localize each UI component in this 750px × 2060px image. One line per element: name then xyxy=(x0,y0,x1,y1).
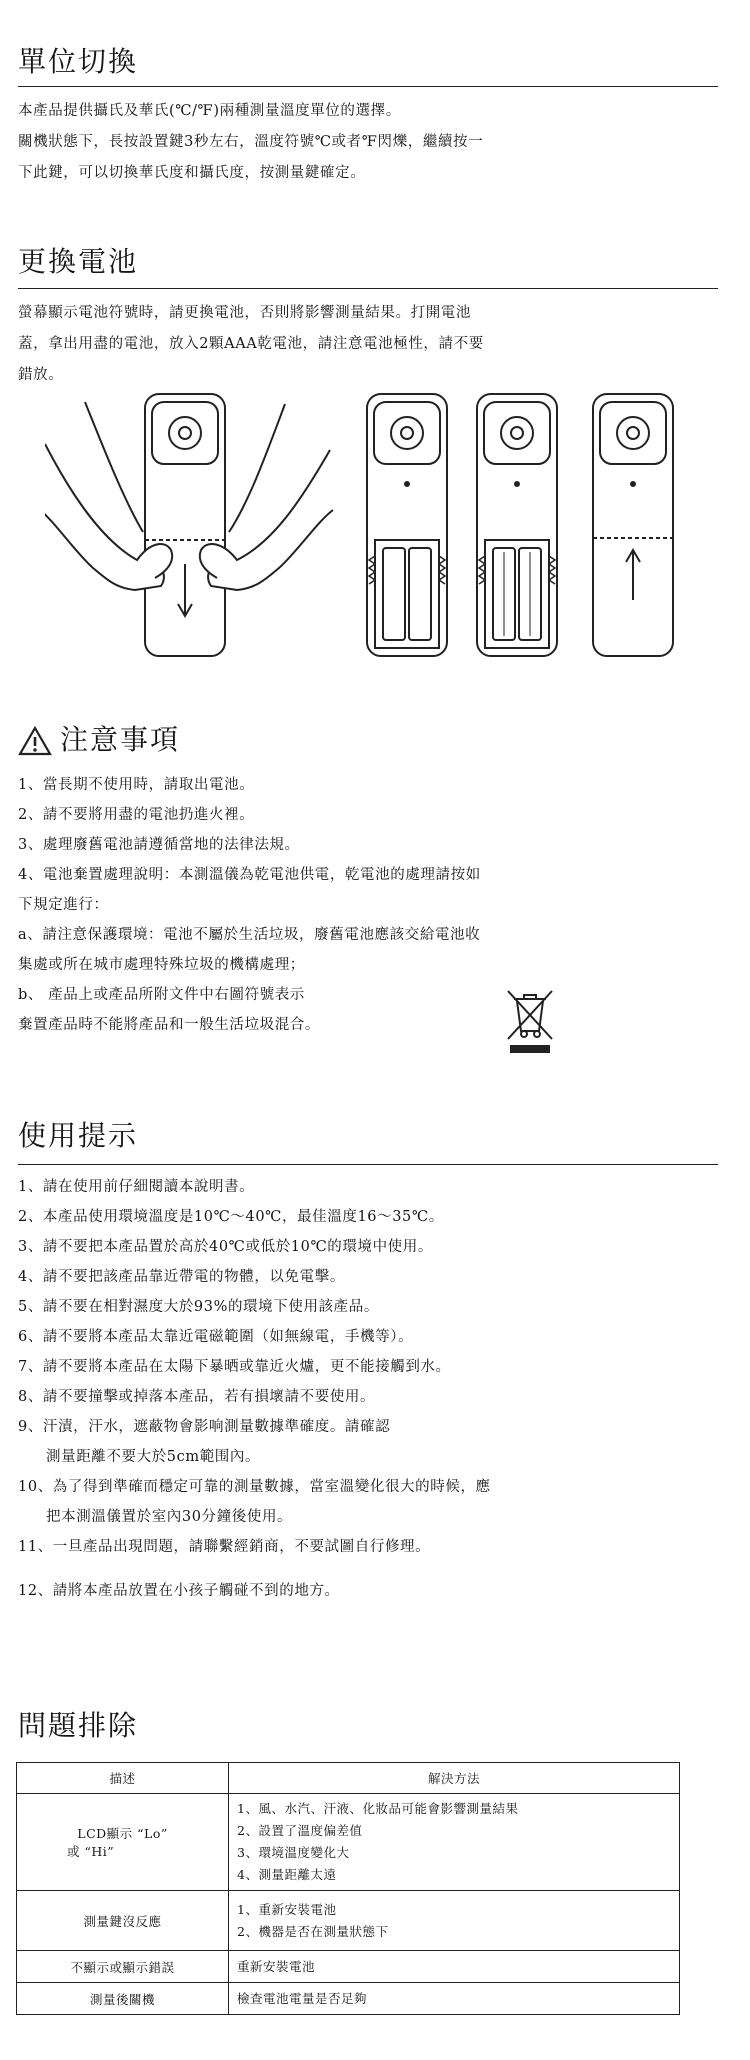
list-item: 4、電池棄置處理說明：本測溫儀為乾電池供電，乾電池的處理請按如 xyxy=(18,867,481,883)
list-item: b、 產品上或產品所附文件中右圖符號表示 xyxy=(18,987,305,1003)
list-item: 6、請不要將本產品太靠近電磁範圍（如無線電，手機等）。 xyxy=(18,1329,414,1345)
list-item: 集處或所在城市處理特殊垃圾的機構處理； xyxy=(18,957,305,973)
list-item: 9、汗漬，汗水，遮蔽物會影响測量數據準確度。請確認 xyxy=(18,1419,391,1435)
table-row xyxy=(17,1891,680,1951)
list-item: 2、請不要將用盡的電池扔進火裡。 xyxy=(18,807,255,823)
list-item: 棄置產品時不能將產品和一般生活垃圾混合。 xyxy=(18,1017,320,1033)
text-line: 下此鍵，可以切換華氏度和攝氏度，按測量鍵確定。 xyxy=(18,165,366,181)
device-sliding-cover xyxy=(145,394,225,656)
list-item: 11、一旦產品出現問題，請聯繫經銷商，不要試圖自行修理。 xyxy=(18,1539,431,1555)
battery-text xyxy=(18,298,720,391)
list-item: 12、請將本產品放置在小孩子觸碰不到的地方。 xyxy=(18,1583,340,1599)
solution-line: 4、測量距離太遠 xyxy=(237,1867,337,1882)
list-item: 2、本產品使用環境溫度是10℃～40℃，最佳溫度16～35℃。 xyxy=(18,1209,444,1225)
list-item: 1、請在使用前仔細閱讀本說明書。 xyxy=(18,1179,255,1195)
solution-cell xyxy=(229,1794,680,1891)
divider xyxy=(18,288,718,289)
warning-triangle-icon xyxy=(18,726,52,756)
list-item-continued: 把本測溫儀置於室內30分鐘後使用。 xyxy=(46,1509,293,1525)
list-item: 下規定進行： xyxy=(18,897,109,913)
list-item: 1、當長期不使用時，請取出電池。 xyxy=(18,777,255,793)
problem-cell: 測量後關機 xyxy=(17,1983,229,2015)
problem-line: LCD顯示 “Lo” xyxy=(77,1826,168,1841)
text-line: 蓋，拿出用盡的電池，放入2顆AAA乾電池，請注意電池極性，請不要 xyxy=(18,336,484,352)
troubleshoot-title: 問題排除 xyxy=(18,1709,139,1742)
divider xyxy=(18,1164,718,1165)
problem-line: 或 “Hi” xyxy=(67,1844,115,1859)
problem-cell: 測量鍵沒反應 xyxy=(17,1891,229,1951)
list-item: 3、處理廢舊電池請遵循當地的法律法規。 xyxy=(18,837,300,853)
list-item: 3、請不要把本產品置於高於40℃或低於10℃的環境中使用。 xyxy=(18,1239,433,1255)
solution-line: 2、設置了溫度偏差值 xyxy=(237,1823,363,1838)
solution-cell xyxy=(229,1891,680,1951)
solution-cell: 重新安裝電池 xyxy=(229,1951,680,1983)
list-item: a、請注意保護環境：電池不屬於生活垃圾，廢舊電池應該交給電池收 xyxy=(18,927,481,943)
problem-cell xyxy=(17,1794,229,1891)
problem-cell: 不顯示或顯示錯誤 xyxy=(17,1951,229,1983)
table-row xyxy=(17,1794,680,1891)
crossed-bin-icon xyxy=(500,985,560,1055)
solution-line: 1、重新安裝電池 xyxy=(237,1901,337,1917)
list-item: 5、請不要在相對濕度大於93%的環境下使用該產品。 xyxy=(18,1299,379,1315)
device-closing-cover xyxy=(593,394,673,656)
unit-switch-text xyxy=(18,96,720,189)
caution-title xyxy=(18,722,718,758)
solution-line: 3、環境溫度變化大 xyxy=(237,1845,350,1860)
table-row xyxy=(17,1951,680,1983)
battery-title: 更換電池 xyxy=(18,245,139,278)
device-with-batteries xyxy=(477,394,557,656)
tips-title: 使用提示 xyxy=(18,1119,139,1152)
list-item-continued: 測量距離不要大於5cm範围內。 xyxy=(46,1449,261,1465)
table-header-row xyxy=(17,1763,680,1794)
header-solution: 解決方法 xyxy=(229,1763,680,1794)
solution-line: 1、風、水汽、汗液、化妝品可能會影響測量結果 xyxy=(237,1801,519,1816)
solution-cell: 檢查電池電量是否足夠 xyxy=(229,1983,680,2015)
table-row xyxy=(17,1983,680,2015)
text-line: 錯放。 xyxy=(18,367,64,383)
caution-title-text: 注意事項 xyxy=(60,723,181,756)
text-line: 關機狀態下，長按設置鍵3秒左右，溫度符號℃或者℉閃爍，繼續按一 xyxy=(18,134,484,150)
text-line: 本產品提供攝氏及華氏(℃/℉)兩種測量溫度單位的選擇。 xyxy=(18,103,401,119)
list-item: 10、為了得到準確而穩定可靠的測量數據，當室溫變化很大的時候，應 xyxy=(18,1479,491,1495)
unit-switch-title: 單位切換 xyxy=(18,45,139,78)
tips-list xyxy=(18,1172,730,1606)
list-item: 7、請不要將本產品在太陽下暴晒或靠近火爐，更不能接觸到水。 xyxy=(18,1359,451,1375)
caution-list xyxy=(18,770,730,1040)
troubleshoot-table xyxy=(16,1762,680,2015)
battery-replacement-illustration xyxy=(45,392,715,660)
list-item: 4、請不要把該產品靠近帶電的物體，以免電擊。 xyxy=(18,1269,345,1285)
device-open-empty xyxy=(367,394,447,656)
text-line: 螢幕顯示電池符號時，請更換電池，否則將影響測量結果。打開電池 xyxy=(18,305,471,321)
solution-line: 2、機器是否在測量狀態下 xyxy=(237,1923,389,1939)
header-description: 描述 xyxy=(17,1763,229,1794)
divider xyxy=(18,86,718,87)
list-item: 8、請不要撞擊或掉落本產品，若有損壞請不要使用。 xyxy=(18,1389,376,1405)
